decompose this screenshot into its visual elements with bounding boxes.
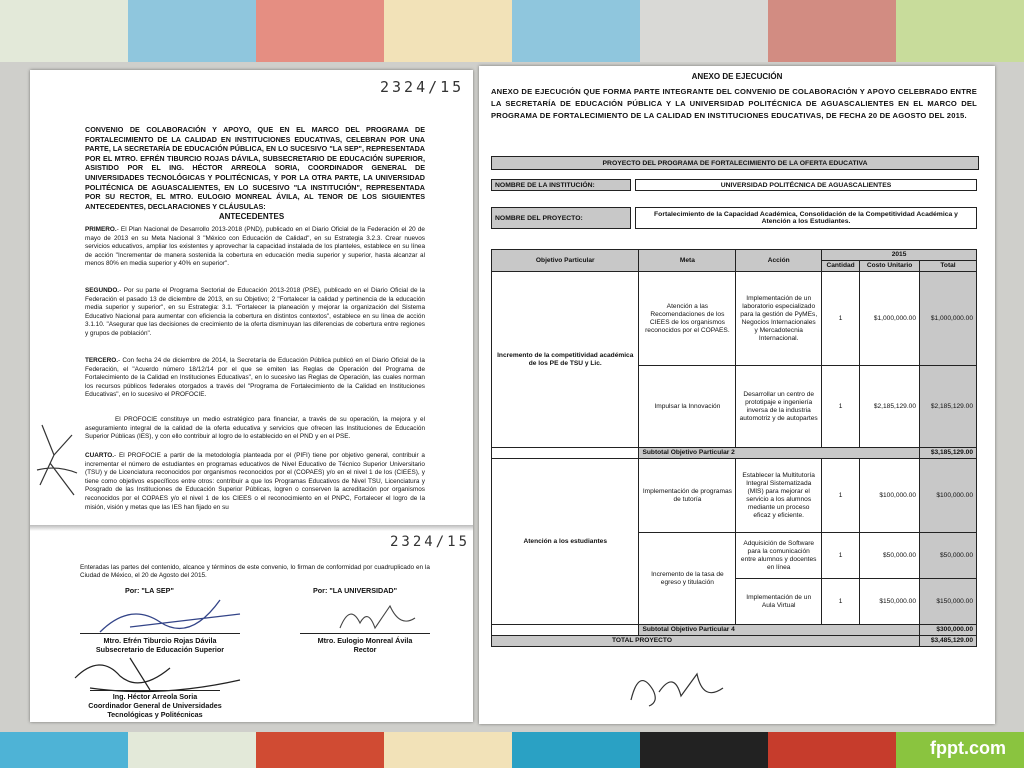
objective-cell: Incremento de la competitividad académica de los PE de TSU y Lic.: [492, 272, 639, 448]
project-program-bar: PROYECTO DEL PROGRAMA DE FORTALECIMIENTO DE LA OFERTA EDUCATIVA: [491, 156, 979, 170]
sep-signer-role: Subsecretario de Educación Superior: [95, 645, 225, 654]
convenio-page: [30, 70, 473, 722]
total-cell: $1,000,000.00: [920, 272, 977, 366]
subtotal-label: Subtotal Objetivo Particular 4: [639, 625, 920, 636]
goal-cell: Incremento de la tasa de egreso y titulación: [639, 533, 736, 625]
university-signer-role: Rector: [353, 645, 377, 654]
top-stripe: [896, 0, 1024, 62]
header-total: Total: [920, 261, 977, 272]
rector-signature: [619, 662, 729, 712]
header-year: 2015: [822, 250, 977, 261]
institution-label: NOMBRE DE LA INSTITUCIÓN:: [491, 179, 631, 191]
action-cell: Desarrollar un centro de prototipaje e ingeniería inversa de la industria automotriz y de autopartes: [736, 366, 822, 448]
bottom-stripe: [640, 732, 768, 768]
institution-value: UNIVERSIDAD POLITÉCNICA DE AGUASCALIENTES: [635, 179, 977, 191]
folio-stamp-bottom: 2324/15: [390, 534, 471, 550]
sep-label: Por: "LA SEP": [125, 586, 174, 595]
bottom-stripe: [384, 732, 512, 768]
subtotal-value: $3,185,129.00: [920, 448, 977, 459]
paragraph-tercero: [85, 357, 425, 400]
top-stripe: [512, 0, 640, 62]
paragraph-segundo: [85, 287, 425, 339]
fppt-logo: fppt.com: [930, 738, 1006, 758]
margin-initials-signature: [32, 415, 80, 505]
budget-table: [491, 249, 977, 647]
antecedentes-heading: ANTECEDENTES: [218, 212, 285, 221]
header-quantity: Cantidad: [822, 261, 860, 272]
convenio-title: CONVENIO DE COLABORACIÓN Y APOYO, QUE EN EL MARCO DEL PROGRAMA DE FORTALECIMIENTO DE LA CALIDAD EN INSTITUCIONES EDUCATIVAS, CELEBRAN POR UNA PARTE, LA SECRETARÍA DE EDUCACIÓN PÚBLICA, EN LO SUCESIVO "LA SEP", REPRESENTADA POR EL MTRO. EFRÉN TIBURCIO ROJAS DÁVILA, SUBSECRETARIO DE EDUCACIÓN SUPERIOR, ASISTIDO POR EL ING. HÉCTOR ARREOLA SORIA, COORDINADOR GENERAL DE UNIVERSIDADES TECNOLÓGICAS Y POLITÉCNICAS, Y POR LA OTRA PARTE, LA UNIVERSIDAD POLITÉCNICA DE AGUASCALIENTES, EN LO SUCESIVO "LA INSTITUCIÓN", REPRESENTADA POR SU RECTOR, EL MTRO. EULOGIO MONREAL ÁVILA, AL TENOR DE LOS SIGUIENTES ANTECEDENTES, DECLARACIONES Y CLÁUSULAS:: [85, 125, 425, 211]
quantity-cell: 1: [822, 272, 860, 366]
university-signer-name: Mtro. Eulogio Monreal Ávila: [317, 636, 413, 645]
subtotal-blank-cell: [492, 625, 639, 636]
bottom-stripe: [0, 732, 128, 768]
total-cell: $50,000.00: [920, 533, 977, 579]
anexo-title: ANEXO DE EJECUCIÓN: [691, 72, 783, 81]
folio-stamp-top: 2324/15: [380, 78, 465, 96]
goal-cell: Implementación de programas de tutoría: [639, 459, 736, 533]
total-cell: $2,185,129.00: [920, 366, 977, 448]
paragraph-text: - El Plan Nacional de Desarrollo 2013-2018 (PND), publicado en el Diario Oficial de la Federación el 20 de mayo de 2013 en su Meta Nacional 3 "México con Educación de Calidad", en su Estrategia 3.2.3. Crear nuevos servicios educativos, ampliar los existentes y aprovechar la capacidad instalada de los planteles, establece en su línea de acción "Incrementar de manera sostenida la cobertura en educación media superior y superior, hasta alcanzar al menos 80% en media superior y 40% en superior".: [85, 226, 425, 268]
goal-cell: Atención a las Recomendaciones de los CIEES de los organismos reconocidos por el COPAES.: [639, 272, 736, 366]
university-signature-line: [300, 633, 430, 634]
header-objective: Objetivo Particular: [492, 250, 639, 272]
paragraph-profocie: [85, 416, 425, 442]
top-stripe: [768, 0, 896, 62]
bottom-stripe: [256, 732, 384, 768]
header-unit-cost: Costo Unitario: [860, 261, 920, 272]
paragraph-text: El PROFOCIE constituye un medio estratégico para financiar, a través de su operación, la mejora y el aseguramiento integral de la calidad de la oferta educativa y servicios que ofrecen las Instituciones de Educación Superior Públicas (IES), y con ello contribuir al logro de lo establecido en el PND y en el PSE.: [85, 416, 425, 441]
unit-cost-cell: $100,000.00: [860, 459, 920, 533]
unit-cost-cell: $1,000,000.00: [860, 272, 920, 366]
bottom-stripe: [512, 732, 640, 768]
paragraph-text: - El PROFOCIE a partir de la metodología planteada por el (PIFI) tiene por objetivo general, contribuir a incrementar el número de estudiantes en programas educativos de Nivel Educativo de Técnico Superior Universitario (TSU) y de Licenciatura reconocidos por organismos reconocidos por el (COPAES) y/o en el nivel 1 de los (CIEES), y tiene como objetivos específicos entre otros: contribuir a que los Programas Educativos de Nivel TSU, Licenciatura y Posgrado de las Instituciones de Educación Superior Públicas, logren o conserven la acreditación por organismos reconocidos por el COPAES y/o el nivel 1 de los CIEES o el reconocimiento en el PNPC, Fortalecer el logro de la misión, visión y metas que las IES han fijado en su: [85, 452, 425, 511]
quantity-cell: 1: [822, 533, 860, 579]
top-stripe-band: [0, 0, 1024, 62]
sep-signer-name: Mtro. Efrén Tiburcio Rojas Dávila: [103, 636, 217, 645]
header-goal: Meta: [639, 250, 736, 272]
unit-cost-cell: $150,000.00: [860, 579, 920, 625]
top-stripe: [128, 0, 256, 62]
top-stripe: [384, 0, 512, 62]
top-stripe: [0, 0, 128, 62]
coordinator-signer-role-2: Tecnológicas y Politécnicas: [107, 710, 203, 719]
university-signature: [330, 598, 420, 638]
university-label: Por: "LA UNIVERSIDAD": [313, 586, 398, 595]
unit-cost-cell: $2,185,129.00: [860, 366, 920, 448]
project-label: NOMBRE DEL PROYECTO:: [491, 207, 631, 229]
grand-total-row: [492, 636, 977, 647]
grand-total-value: $3,485,129.00: [920, 636, 977, 647]
bottom-stripe: [768, 732, 896, 768]
top-stripe: [640, 0, 768, 62]
quantity-cell: 1: [822, 459, 860, 533]
bottom-stripe-band: [0, 732, 1024, 768]
action-cell: Implementación de un laboratorio especializado para la gestión de PyMEs, Negocios Internacionales y Mercadotecnia Internacional.: [736, 272, 822, 366]
subtotal-label: Subtotal Objetivo Particular 2: [639, 448, 920, 459]
coordinator-signer-name: Ing. Héctor Arreola Soria: [112, 692, 198, 701]
paragraph-primero: [85, 226, 425, 269]
table-row: [492, 459, 977, 533]
action-cell: Adquisición de Software para la comunicación entre alumnos y docentes en línea: [736, 533, 822, 579]
anexo-intro: ANEXO DE EJECUCIÓN QUE FORMA PARTE INTEGRANTE DEL CONVENIO DE COLABORACIÓN Y APOYO CELEBRADO ENTRE LA SECRETARÍA DE EDUCACIÓN PÚBLICA Y LA UNIVERSIDAD POLITÉCNICA DE AGUASCALIENTES EN EL MARCO DEL PROGRAMA DE FORTALECIMIENTO DE LA CALIDAD EN INSTITUCIONES EDUCATIVAS, DE FECHA 20 DE AGOSTO DEL 2015.: [491, 87, 977, 120]
coordinator-signature-line: [90, 690, 220, 691]
total-cell: $150,000.00: [920, 579, 977, 625]
table-row: [492, 272, 977, 366]
paragraph-lead: PRIMERO.: [85, 226, 117, 233]
table-header-row: [492, 250, 977, 261]
header-action: Acción: [736, 250, 822, 272]
project-value: Fortalecimiento de la Capacidad Académica, Consolidación de la Competitividad Académica y Atención a los Estudiantes.: [635, 207, 977, 229]
paragraph-lead: CUARTO.: [85, 452, 114, 459]
subtotal-row: [492, 625, 977, 636]
subtotal-blank-cell: [492, 448, 639, 459]
sep-signature: [90, 592, 250, 642]
bottom-stripe: [128, 732, 256, 768]
top-stripe: [256, 0, 384, 62]
subtotal-value: $300,000.00: [920, 625, 977, 636]
quantity-cell: 1: [822, 579, 860, 625]
unit-cost-cell: $50,000.00: [860, 533, 920, 579]
anexo-page: [479, 66, 995, 724]
paragraph-lead: TERCERO.: [85, 357, 119, 364]
paragraph-cuarto: [85, 452, 425, 512]
closing-statement: Enteradas las partes del contenido, alcance y términos de este convenio, lo firman de conformidad por cuadruplicado en la Ciudad de México, el 20 de Agosto del 2015.: [80, 564, 430, 580]
paragraph-text: - Con fecha 24 de diciembre de 2014, la Secretaría de Educación Pública publicó en el Diario Oficial de la Federación, el "Acuerdo número 18/12/14 por el que se emiten las Reglas de Operación del Programa de Fortalecimiento de la Calidad en Instituciones Educativas", en lo sucesivo las Reglas de Operación, las cuales norman los recursos públicos federales otorgados a través del "Programa de Fortalecimiento de la Calidad en Instituciones Educativas", en lo sucesivo el PROFOCIE.: [85, 357, 425, 399]
grand-total-label: TOTAL PROYECTO: [492, 636, 920, 647]
quantity-cell: 1: [822, 366, 860, 448]
objective-cell: Atención a los estudiantes: [492, 459, 639, 625]
subtotal-row: [492, 448, 977, 459]
action-cell: Establecer la Multitutoría Integral Sistematizada (MIS) para mejorar el servicio a los alumnos mediante un proceso eficaz y eficiente.: [736, 459, 822, 533]
paragraph-lead: SEGUNDO.: [85, 287, 120, 294]
sep-signature-line: [80, 633, 240, 634]
paragraph-text: - Por su parte el Programa Sectorial de Educación 2013-2018 (PSE), publicado en el Diario Oficial de la Federación el pasado 13 de diciembre de 2013, en su Objetivo; 2 "Fortalecer la calidad y pertinencia de la educación media superior y superior", en su Estrategia: 3.1. "Fortalecer la planeación y mejorar la organización del Sistema Educativo Nacional para aumentar con eficiencia la cobertura en distintos contextos", establece en su línea de acción 3.1.10. "Asegurar que las decisiones de crecimiento de la oferta disminuyan las diferencias de cobertura entre regiones y grupos de población".: [85, 287, 425, 337]
goal-cell: Impulsar la Innovación: [639, 366, 736, 448]
action-cell: Implementación de un Aula Virtual: [736, 579, 822, 625]
coordinator-signer-role-1: Coordinador General de Universidades: [88, 701, 222, 710]
page-fold: [30, 525, 473, 531]
total-cell: $100,000.00: [920, 459, 977, 533]
